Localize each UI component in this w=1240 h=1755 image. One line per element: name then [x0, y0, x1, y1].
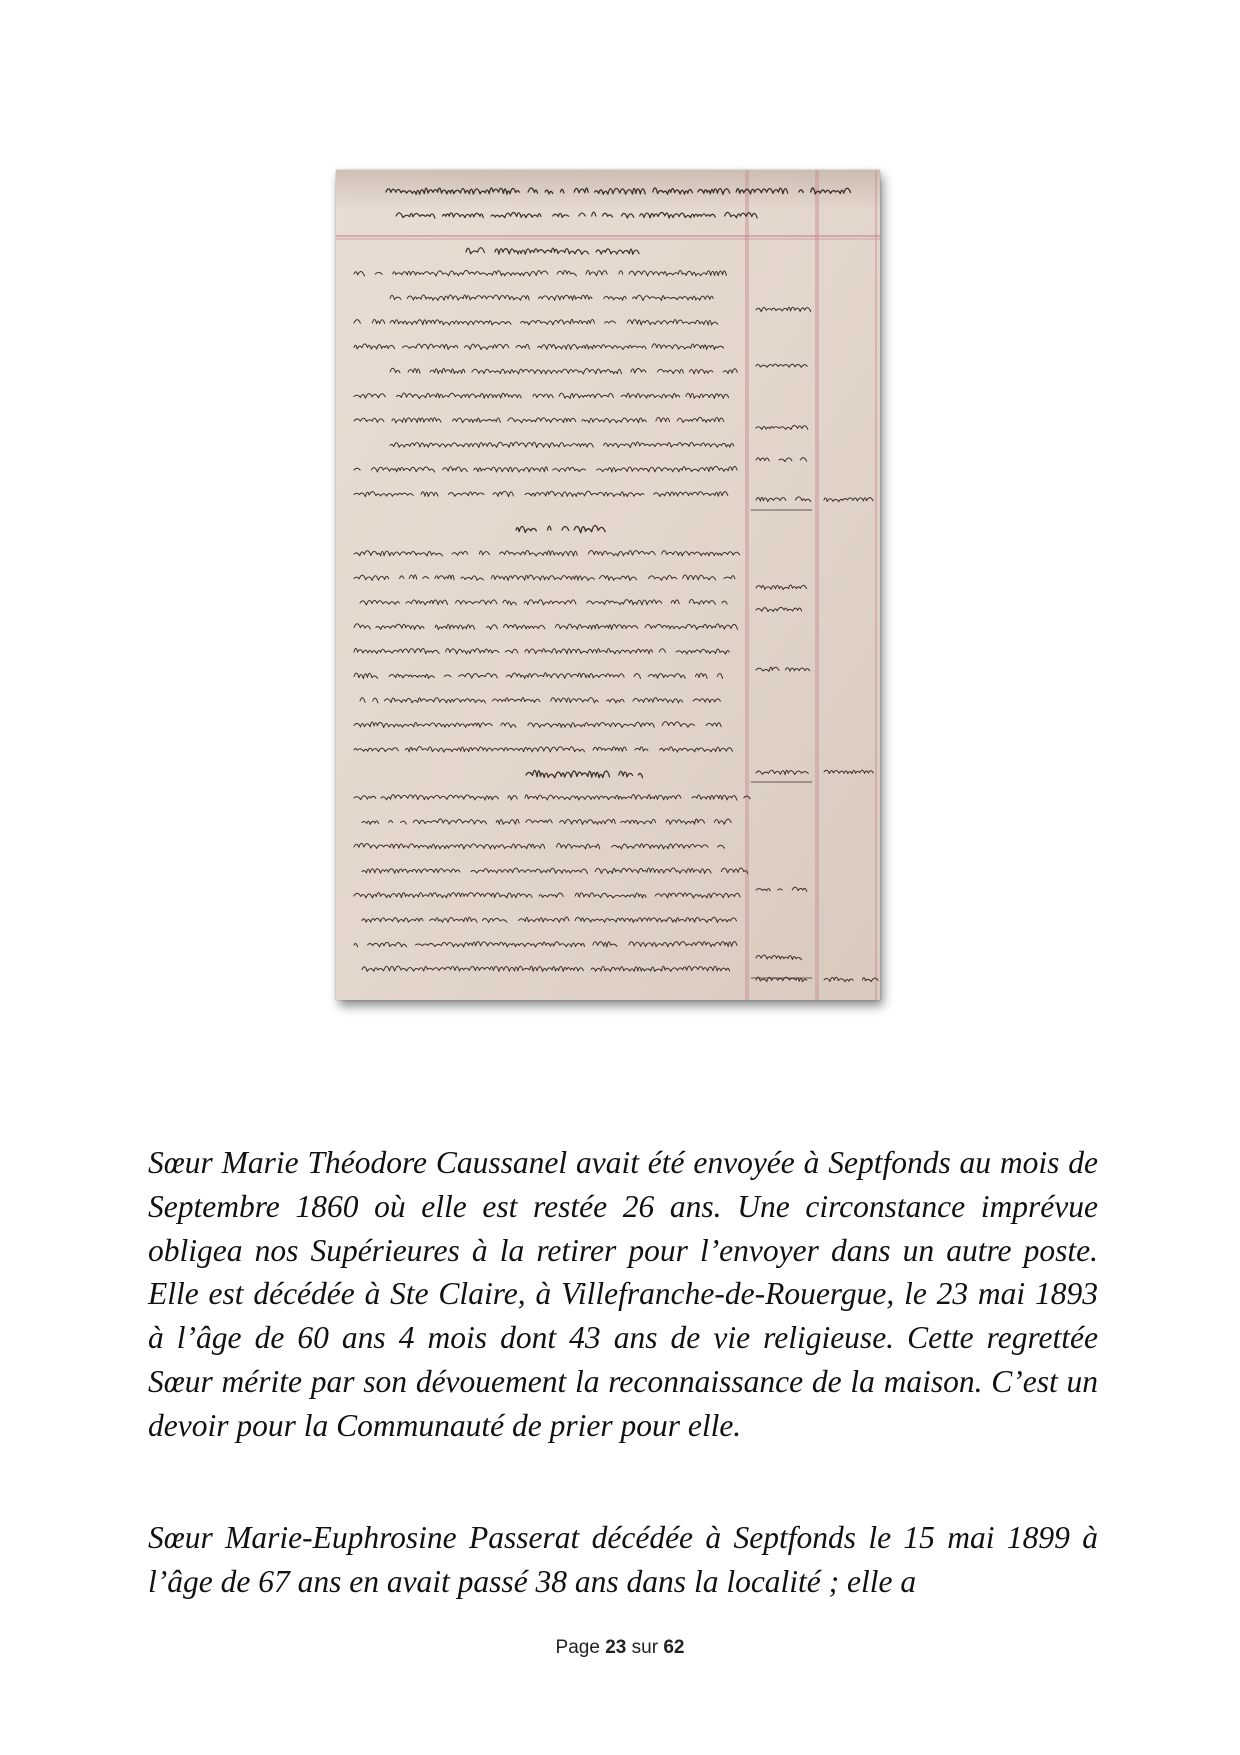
paragraph-caussanel: Sœur Marie Théodore Caussanel avait été envoyée à Septfonds au mois de Septembre 1860 où elle est restée 26 ans. Une circonstance imprévue obligea nos Supérieures à la retirer pour l’envoyer dans un autre poste. Elle est décédée à Ste Claire, à Villefranche-de-Rouergue, le 23 mai 1893 à l’âge de 60 ans 4 mois dont 43 ans de vie religieuse. Cette regrettée Sœur mérite par son dévouement la reconnaissance de la maison. C’est un devoir pour la Communauté de prier pour elle.	[148, 1145, 1098, 1443]
footer-total-pages: 62	[663, 1637, 685, 1658]
page-footer	[0, 1637, 1240, 1659]
paragraph-passerat: Sœur Marie-Euphrosine Passerat décédée à Septfonds le 15 mai 1899 à l’âge de 67 ans en avait passé 38 ans dans la localité ; elle a	[148, 1520, 1098, 1599]
footer-prefix: Page	[555, 1637, 600, 1658]
handwritten-ledger-image	[336, 170, 880, 1000]
footer-separator: sur	[631, 1637, 659, 1658]
footer-current-page: 23	[605, 1637, 627, 1658]
ledger-photo	[336, 170, 880, 1000]
